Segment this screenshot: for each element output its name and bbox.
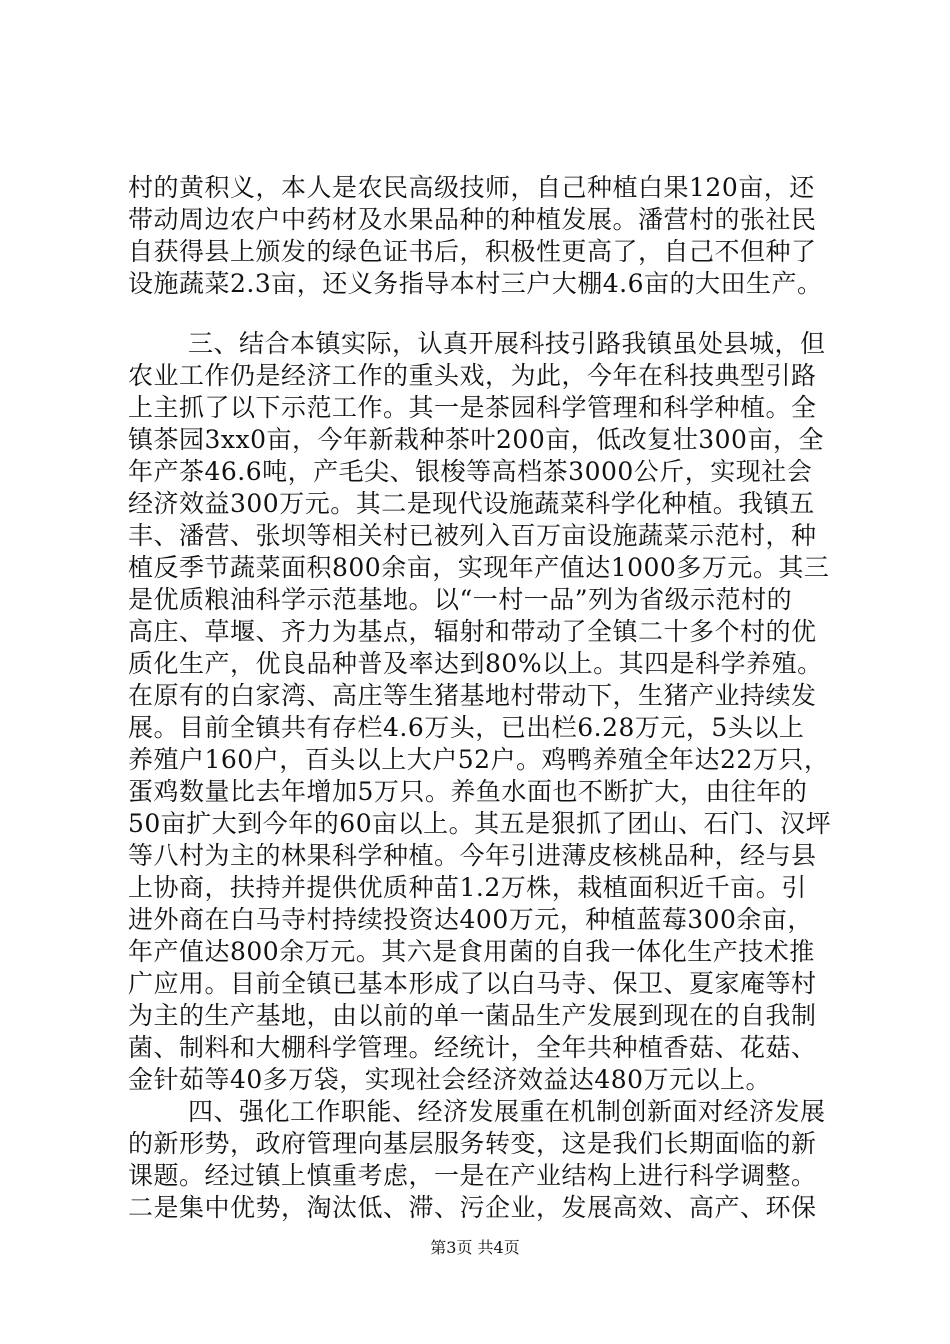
text-line: 是优质粮油科学示范基地。以“一村一品”列为省级示范村的 [128,585,793,614]
document-body [128,172,832,1224]
text-line: 在原有的白家湾、高庄等生猪基地村带动下，生猪产业持续发 [128,681,817,710]
text-line: 带动周边农户中药材及水果品种的种植发展。潘营村的张社民 [128,205,817,234]
text-line: 上协商，扶持并提供优质种苗1.2万株，栽植面积近千亩。引 [128,873,807,902]
text-line: 广应用。目前全镇已基本形成了以白马寺、保卫、夏家庵等村 [128,969,817,998]
text-line: 上主抓了以下示范工作。其一是茶园科学管理和科学种植。全 [128,393,817,422]
text-line: 养殖户160户，百头以上大户52户。鸡鸭养殖全年达22万只， [128,745,830,774]
text-line: 等八村为主的林果科学种植。今年引进薄皮核桃品种，经与县 [128,841,817,870]
text-line: 设施蔬菜2.3亩，还义务指导本村三户大棚4.6亩的大田生产。 [128,269,823,298]
text-line: 课题。经过镇上慎重考虑，一是在产业结构上进行科学调整。 [128,1161,817,1190]
text-line: 年产茶46.6吨，产毛尖、银梭等高档茶3000公斤，实现社会 [128,457,813,486]
text-line: 镇茶园3xx0亩，今年新栽种茶叶200亩，低改复壮300亩，全 [128,425,824,454]
text-line: 经济效益300万元。其二是现代设施蔬菜科学化种植。我镇五 [128,489,815,518]
text-line: 植反季节蔬菜面积800余亩，实现年产值达1000多万元。其三 [128,553,830,582]
text-line: 菌、制料和大棚科学管理。经统计，全年共种植香菇、花菇、 [128,1033,817,1062]
text-line: 进外商在白马寺村持续投资达400万元，种植蓝莓300余亩， [128,905,813,934]
text-line: 金针茹等40多万袋，实现社会经济效益达480万元以上。 [128,1065,772,1094]
text-line: 农业工作仍是经济工作的重头戏，为此，今年在科技典型引路 [128,361,817,390]
text-line: 高庄、草堰、齐力为基点，辐射和带动了全镇二十多个村的优 [128,617,817,646]
page-number-label: 第3页 共4页 [430,1238,520,1257]
text-line: 二是集中优势，淘汰低、滞、污企业，发展高效、高产、环保 [128,1193,817,1222]
paragraph-start-line: 四、强化工作职能、经济发展重在机制创新面对经济发展 [188,1097,826,1126]
text-line: 自获得县上颁发的绿色证书后，积极性更高了，自己不但种了 [128,237,817,266]
text-line: 丰、潘营、张坝等相关村已被列入百万亩设施蔬菜示范村，种 [128,521,817,550]
text-line: 村的黄积义，本人是农民高级技师，自己种植白果120亩，还 [128,173,815,202]
text-line: 质化生产，优良品种普及率达到80%以上。其四是科学养殖。 [128,649,823,678]
text-line: 展。目前全镇共有存栏4.6万头，已出栏6.28万元，5头以上 [128,713,805,742]
text-line: 为主的生产基地，由以前的单一菌品生产发展到现在的自我制 [128,1001,817,1030]
text-line: 50亩扩大到今年的60亩以上。其五是狠抓了团山、石门、汉坪 [128,809,832,838]
text-line: 年产值达800余万元。其六是食用菌的自我一体化生产技术推 [128,937,815,966]
text-line: 蛋鸡数量比去年增加5万只。养鱼水面也不断扩大，由往年的 [128,777,808,806]
page-footer [0,1238,950,1258]
paragraph-start-line: 三、结合本镇实际，认真开展科技引路我镇虽处县城，但 [188,329,826,358]
text-line: 的新形势，政府管理向基层服务转变，这是我们长期面临的新 [128,1129,817,1158]
paragraph-gap [128,300,828,328]
